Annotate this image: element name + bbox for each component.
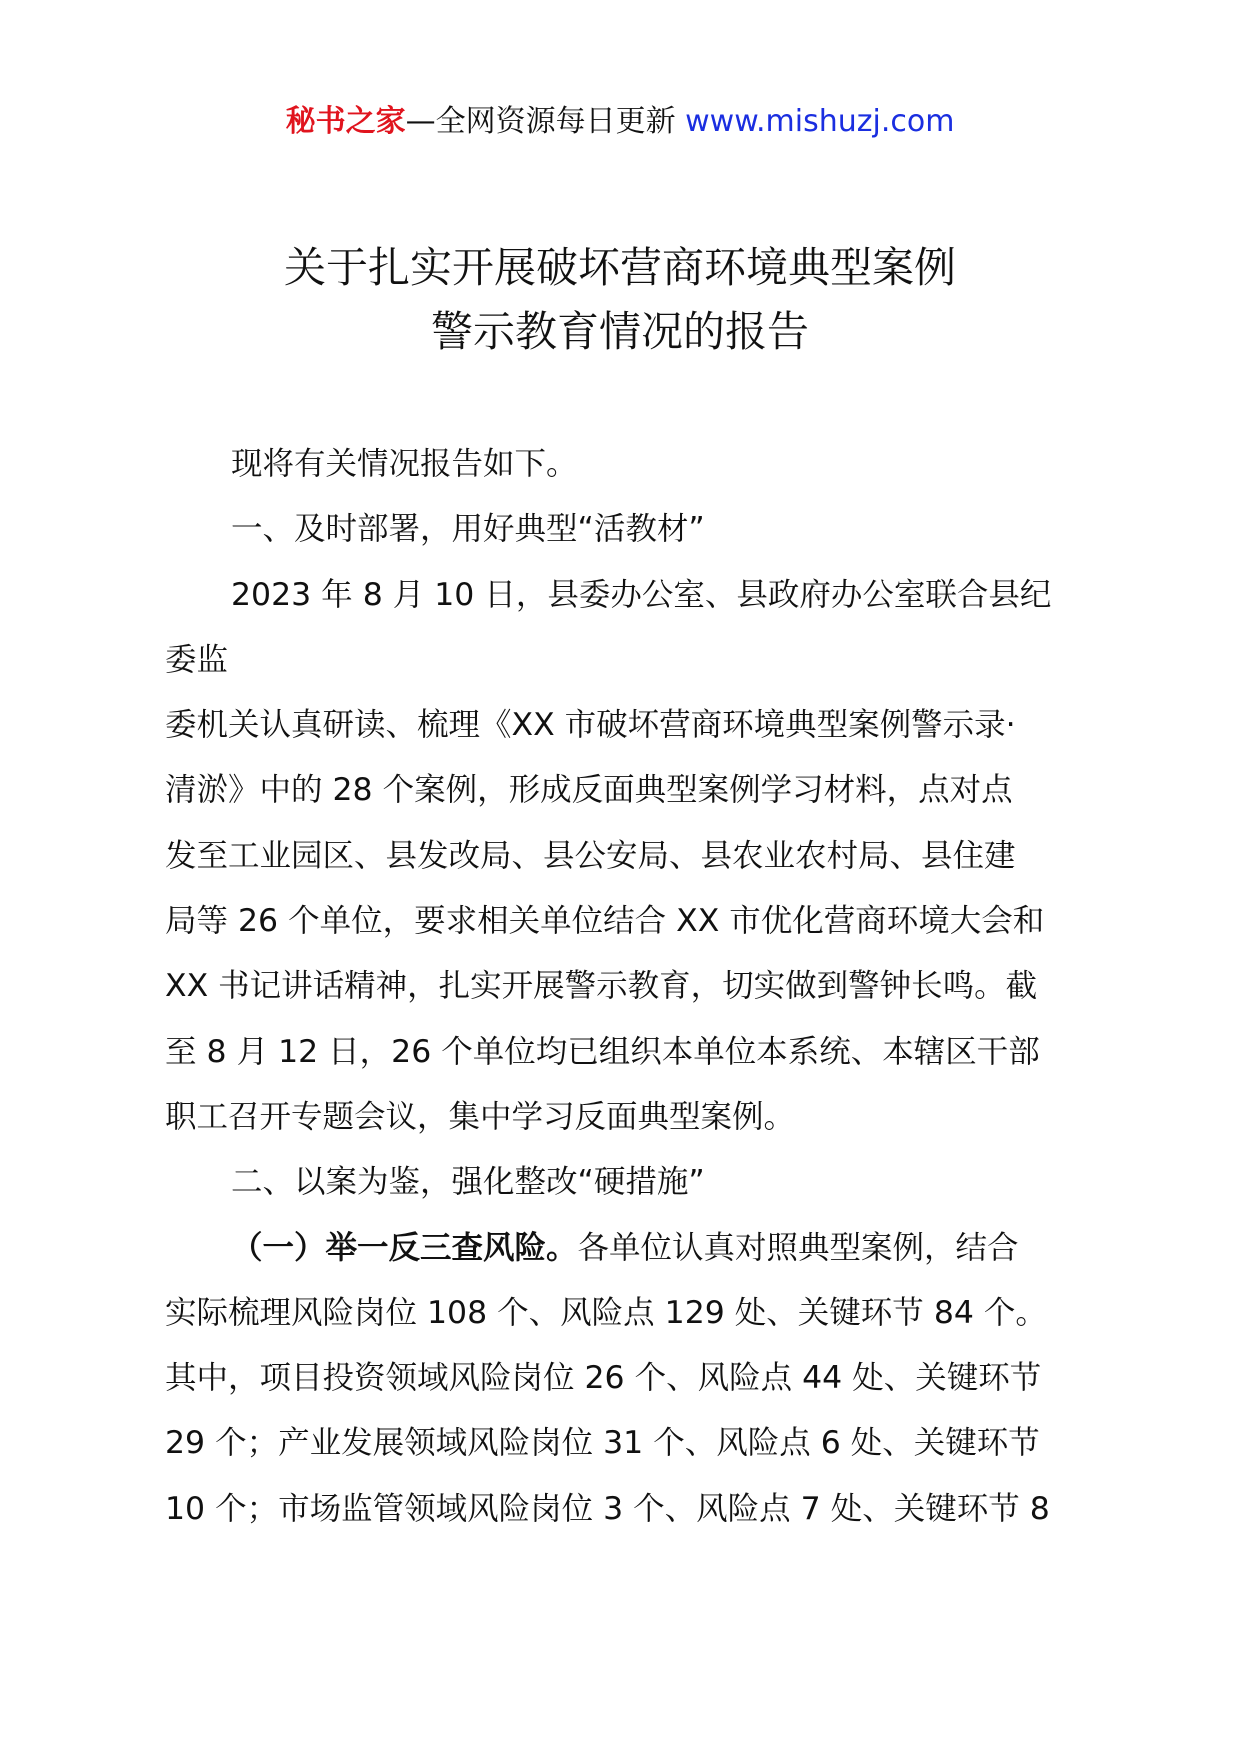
paragraph-1-line-6: 局等 26 个单位，要求相关单位结合 XX 市优化营商环境大会和 bbox=[165, 903, 1045, 940]
paragraph-1-line-9: 职工召开专题会议，集中学习反面典型案例。 bbox=[165, 1098, 796, 1135]
intro-paragraph: 现将有关情况报告如下。 bbox=[231, 446, 578, 482]
document-title bbox=[0, 236, 1240, 364]
paragraph-2-line-1-text: 各单位认真对照典型案例，结合 bbox=[577, 1229, 1019, 1266]
paragraph-1-line-2: 委监 bbox=[165, 641, 229, 678]
site-url-link[interactable]: www.mishuzj.com bbox=[685, 104, 955, 139]
section-heading-1: 一、及时部署，用好典型“活教材” bbox=[231, 511, 705, 548]
paragraph-2-line-4: 29 个；产业发展领域风险岗位 31 个、风险点 6 处、关键环节 bbox=[165, 1425, 1040, 1462]
site-header bbox=[0, 100, 1240, 144]
header-slogan: —全网资源每日更新 bbox=[405, 104, 676, 139]
paragraph-2-line-2: 实际梳理风险岗位 108 个、风险点 129 处、关键环节 84 个。 bbox=[165, 1294, 1047, 1331]
title-line-2: 警示教育情况的报告 bbox=[430, 307, 809, 356]
paragraph-2-line-1 bbox=[165, 1216, 1085, 1281]
section-heading-2: 二、以案为鉴，强化整改“硬措施” bbox=[231, 1164, 705, 1201]
brand-name: 秘书之家 bbox=[285, 104, 406, 139]
paragraph-2-line-5: 10 个；市场监管领域风险岗位 3 个、风险点 7 处、关键环节 8 bbox=[165, 1490, 1050, 1527]
title-line-1: 关于扎实开展破坏营商环境典型案例 bbox=[283, 243, 956, 292]
paragraph-1-line-3: 委机关认真研读、梳理《XX 市破坏营商环境典型案例警示录· bbox=[165, 707, 1016, 744]
paragraph-1-line-1: 2023 年 8 月 10 日，县委办公室、县政府办公室联合县纪 bbox=[231, 576, 1052, 613]
paragraph-1-line-5: 发至工业园区、县发改局、县公安局、县农业农村局、县住建 bbox=[165, 837, 1016, 874]
paragraph-1-line-8: 至 8 月 12 日，26 个单位均已组织本单位本系统、本辖区干部 bbox=[165, 1033, 1040, 1070]
paragraph-2-line-3: 其中，项目投资领域风险岗位 26 个、风险点 44 处、关键环节 bbox=[165, 1360, 1042, 1397]
paragraph-1-line-7: XX 书记讲话精神，扎实开展警示教育，切实做到警钟长鸣。截 bbox=[165, 968, 1038, 1005]
paragraph-1-line-4: 清淤》中的 28 个案例，形成反面典型案例学习材料，点对点 bbox=[165, 772, 1013, 809]
document-body bbox=[165, 432, 1085, 1542]
subsection-heading: （一）举一反三查风险。 bbox=[231, 1229, 578, 1266]
